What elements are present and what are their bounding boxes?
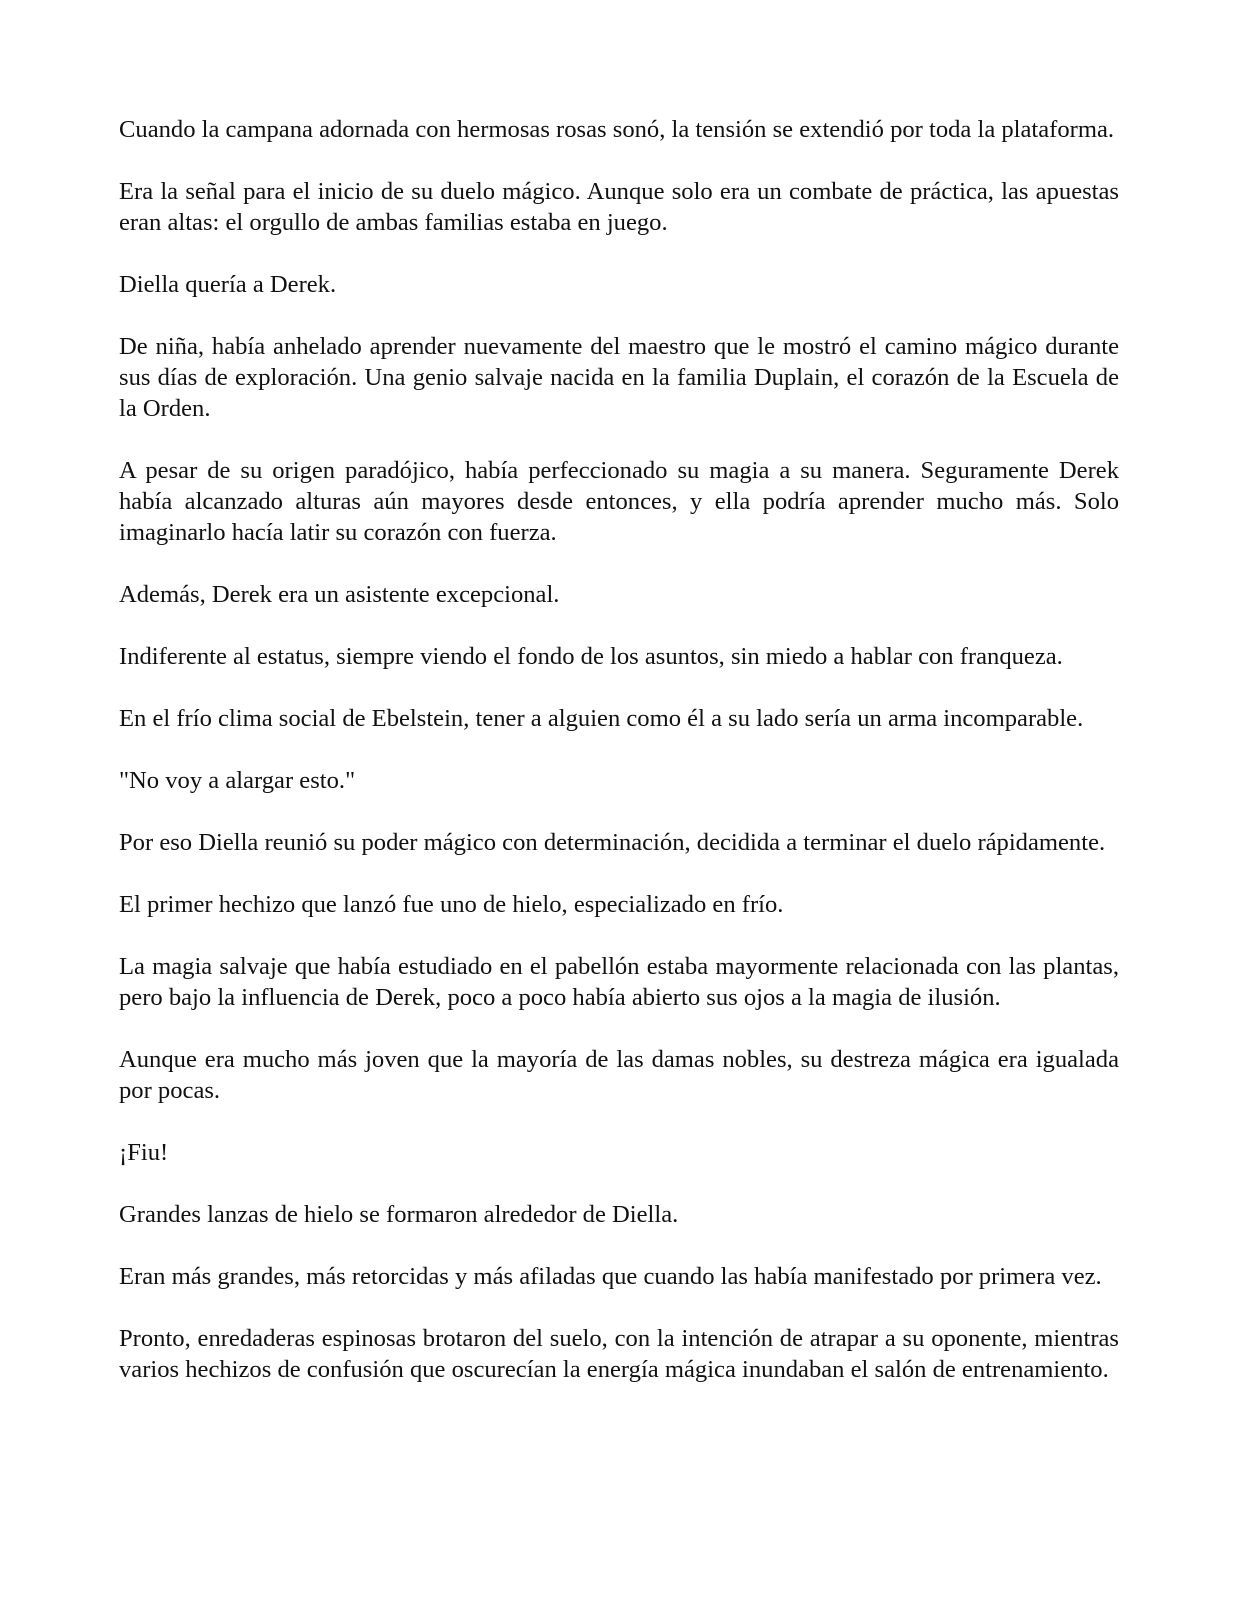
paragraph-17: Pronto, enredaderas espinosas brotaron del suelo, con la intención de atrapar a su oponente, mientras varios hechizos de confusión que oscurecían la energía mágica inundaban el salón de entrenamiento. [119, 1325, 1119, 1383]
paragraph-15: Grandes lanzas de hielo se formaron alrededor de Diella. [119, 1201, 679, 1228]
paragraph-2: Era la señal para el inicio de su duelo mágico. Aunque solo era un combate de práctica, las apuestas eran altas: el orgullo de ambas familias estaba en juego. [119, 178, 1119, 236]
paragraph-3: Diella quería a Derek. [119, 271, 337, 298]
document-body [119, 114, 1119, 1416]
paragraph-1: Cuando la campana adornada con hermosas rosas sonó, la tensión se extendió por toda la plataforma. [119, 116, 1115, 143]
paragraph-4: De niña, había anhelado aprender nuevamente del maestro que le mostró el camino mágico durante sus días de exploración. Una genio salvaje nacida en la familia Duplain, el corazón de la Escuela de la Orden. [119, 333, 1119, 422]
paragraph-16: Eran más grandes, más retorcidas y más afiladas que cuando las había manifestado por primera vez. [119, 1263, 1102, 1290]
paragraph-13: Aunque era mucho más joven que la mayoría de las damas nobles, su destreza mágica era igualada por pocas. [119, 1046, 1119, 1104]
paragraph-8: En el frío clima social de Ebelstein, tener a alguien como él a su lado sería un arma incomparable. [119, 705, 1084, 732]
paragraph-14: ¡Fiu! [119, 1139, 169, 1166]
paragraph-10: Por eso Diella reunió su poder mágico con determinación, decidida a terminar el duelo rápidamente. [119, 829, 1106, 856]
paragraph-7: Indiferente al estatus, siempre viendo el fondo de los asuntos, sin miedo a hablar con franqueza. [119, 643, 1063, 670]
paragraph-5: A pesar de su origen paradójico, había perfeccionado su magia a su manera. Seguramente Derek había alcanzado alturas aún mayores desde entonces, y ella podría aprender mucho más. Solo imaginarlo hacía latir su corazón con fuerza. [119, 457, 1119, 546]
paragraph-9: "No voy a alargar esto." [119, 767, 356, 794]
paragraph-11: El primer hechizo que lanzó fue uno de hielo, especializado en frío. [119, 891, 784, 918]
paragraph-6: Además, Derek era un asistente excepcional. [119, 581, 560, 608]
paragraph-12: La magia salvaje que había estudiado en el pabellón estaba mayormente relacionada con las plantas, pero bajo la influencia de Derek, poco a poco había abierto sus ojos a la magia de ilusión. [119, 953, 1119, 1011]
